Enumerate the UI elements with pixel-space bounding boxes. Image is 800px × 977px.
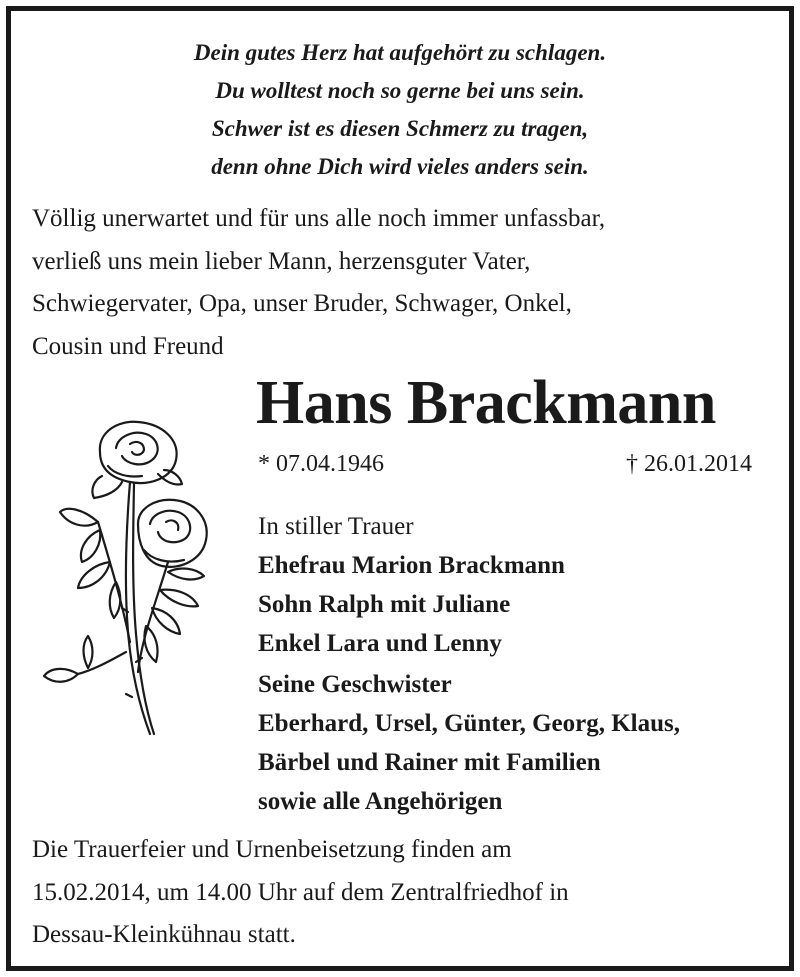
mourners-heading: In stiller Trauer xyxy=(258,513,414,540)
intro-line: Völlig unerwartet und für uns alle noch immer unfassbar, xyxy=(32,205,606,232)
funeral-info-line: 15.02.2014, um 14.00 Uhr auf dem Zentralfriedhof in xyxy=(32,878,569,906)
siblings-line: Bärbel und Rainer mit Familien xyxy=(258,749,601,776)
siblings-line: Eberhard, Ursel, Günter, Georg, Klaus, xyxy=(258,710,680,737)
intro-line: Schwiegervater, Opa, unser Bruder, Schwager, Onkel, xyxy=(32,290,572,317)
siblings-line: Seine Geschwister xyxy=(258,671,452,698)
birth-date: * 07.04.1946 xyxy=(258,451,384,477)
intro-line: verließ uns mein lieber Mann, herzensguter Vater, xyxy=(32,247,531,275)
funeral-info-line: Dessau-Kleinkühnau statt. xyxy=(32,921,296,948)
death-date: † 26.01.2014 xyxy=(626,451,752,477)
poem-line: Schwer ist es diesen Schmerz zu tragen, xyxy=(211,116,589,141)
deceased-name: Hans Brackmann xyxy=(256,369,716,437)
intro-line: Cousin und Freund xyxy=(32,332,224,360)
funeral-info-line: Die Trauerfeier und Urnenbeisetzung finden am xyxy=(32,836,512,863)
siblings-block xyxy=(258,665,680,821)
mourner-name: Ehefrau Marion Brackmann xyxy=(258,552,565,579)
poem-line: Du wolltest noch so gerne bei uns sein. xyxy=(215,78,585,103)
intro-text xyxy=(32,198,772,368)
mourner-name: Sohn Ralph mit Juliane xyxy=(258,591,511,618)
mourner-name: Enkel Lara und Lenny xyxy=(258,630,502,657)
siblings-line: sowie alle Angehörigen xyxy=(258,788,503,815)
poem xyxy=(0,34,800,186)
poem-line: denn ohne Dich wird vieles anders sein. xyxy=(211,154,589,179)
rose-icon xyxy=(38,412,218,742)
poem-line: Dein gutes Herz hat aufgehört zu schlagen. xyxy=(193,40,607,65)
mourners-block xyxy=(258,507,565,663)
funeral-info xyxy=(32,829,772,957)
